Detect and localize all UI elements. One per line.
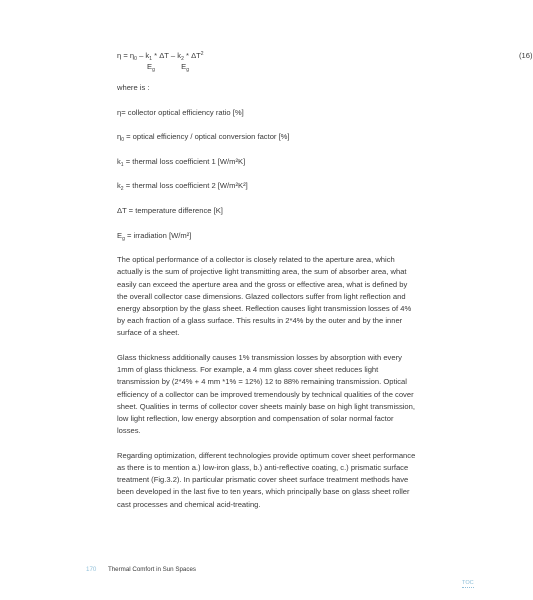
definition-k2: $k_2$ = thermal loss coefficient 2 [W/m²K²] [117, 181, 248, 193]
page-number: 170 [86, 566, 97, 573]
eq-eta0: $\eta_0$ [129, 51, 137, 62]
eq-k1: $k_1$ [145, 51, 152, 62]
definition-eta0: $\eta_0$ = optical efficiency / optical conversion factor [%] [117, 132, 290, 144]
paragraph-glass-thickness: Glass thickness additionally causes 1% transmission losses by absorption with every 1mm of glass thickness. For example, a 4 mm glass cover sheet reduces light transmission by (2*4% + 4 mm *1% = 12%) 12 to 88% remaining transmission. Optical efficiency of a collector can be improved tremendously by technical qualities of the cover sheet. Qualities in terms of collector cover sheets mainly base on high light transmission, low light reflection, low energy absorption and compensation of solar normal factor losses. [117, 352, 415, 436]
eq-delta-t-squared: $\Delta T^2$ [191, 51, 204, 60]
eq-denominator-eg: $E_g$ [181, 62, 189, 73]
paragraph-optimization: Regarding optimization, different technologies provide optimum cover sheet performance as there is to mention a.) low-iron glass, b.) anti-reflective coating, c.) prismatic surface treatment (Fig.3.2). In particular prismatic cover sheet surface treatment methods have been developed in the last five to ten years, which principally base on glass sheet roller cast processes and chemical acid-treating. [117, 450, 416, 509]
page-footer [86, 566, 196, 573]
toc-link[interactable]: TOC [462, 580, 474, 586]
eq-times: * [154, 51, 158, 60]
running-title: Thermal Comfort in Sun Spaces [107, 566, 196, 573]
eq-minus: – [170, 51, 176, 60]
eq-equals: = [123, 51, 128, 60]
where-label: where is : [117, 83, 150, 92]
eq-denominator-eg: $E_g$ [147, 62, 155, 73]
eq-minus: – [139, 51, 144, 60]
definition-eta: η= collector optical efficiency ratio [%] [117, 107, 244, 117]
definition-k1: $k_1$ = thermal loss coefficient 1 [W/m²K] [117, 156, 246, 168]
eq-delta-t: ΔT [159, 51, 169, 60]
body-content [117, 50, 533, 523]
equation-16 [117, 50, 533, 76]
equation-denominators [147, 61, 189, 73]
definition-eg: $E_g$ = irradiation [W/m²] [117, 230, 192, 242]
equation-number: (16) [519, 51, 533, 60]
paragraph-optical-performance: The optical performance of a collector is closely related to the aperture area, which actually is the sum of projective light transmitting area, the sum of absorber area, what easily can exceed the aperture area and the gross or effective area, what is defined by the overall collector case dimensions. Glazed collectors suffer from light reflection and energy absorption by the glass sheet. Reflection causes light transmission losses of 4% by each fraction of a glass surface. This results in 2*4% by the outer and by the inner surface of a sheet. [117, 255, 412, 338]
eq-k2: $k_2$ [177, 51, 184, 62]
definition-delta-t: ΔT = temperature difference [K] [117, 205, 223, 215]
eq-eta: η [117, 51, 122, 60]
eq-times: * [185, 51, 189, 60]
